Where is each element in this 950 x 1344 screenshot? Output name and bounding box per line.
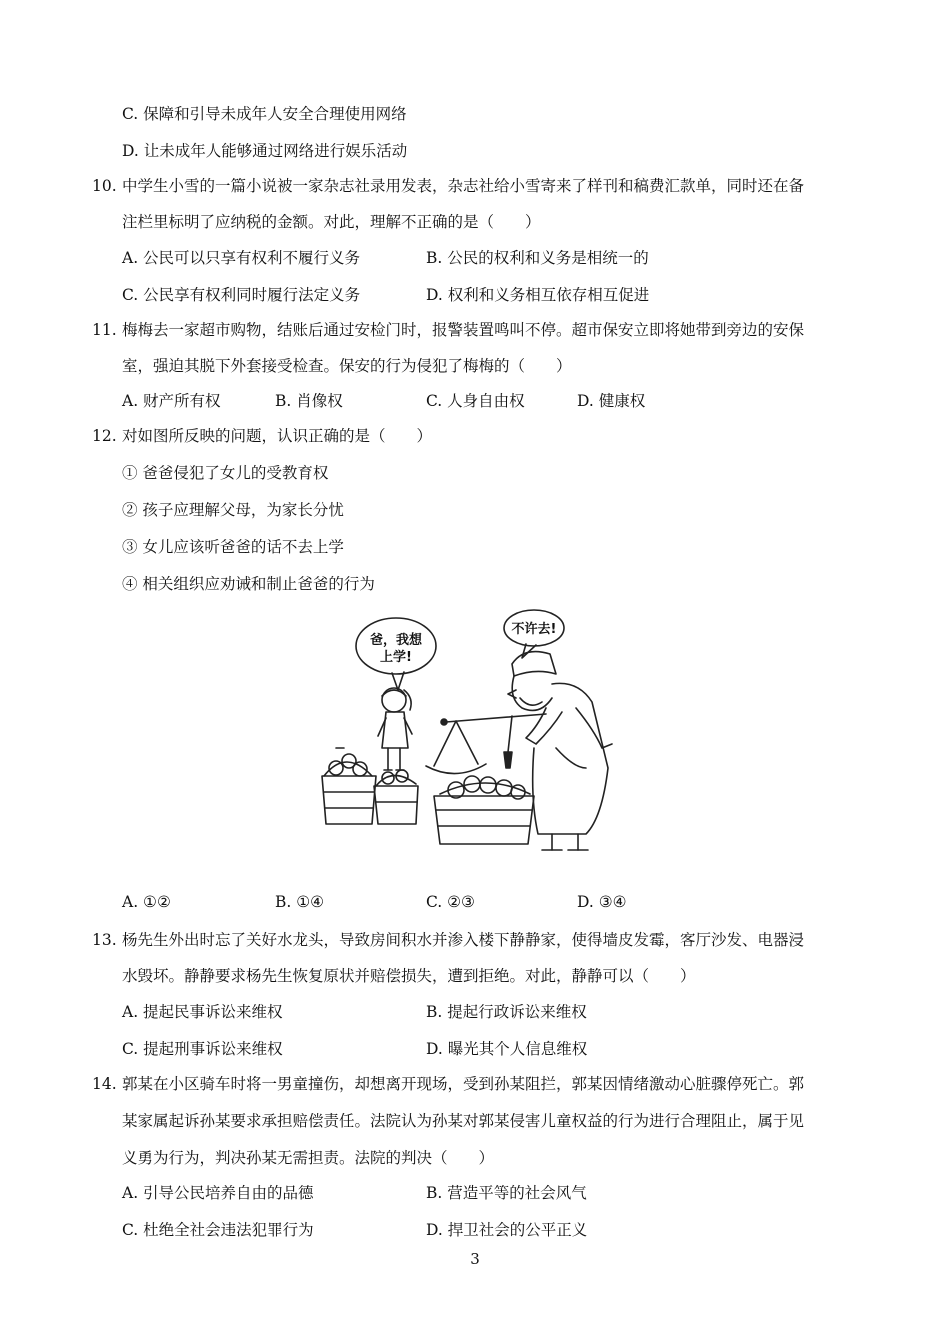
- q10-option-b: B. 公民的权利和义务是相统一的: [426, 249, 649, 267]
- q14-text-1: 郭某在小区骑车时将一男童撞伤，却想离开现场，受到孙某阻拦，郭某因情绪激动心脏骤停死亡。郭: [122, 1075, 805, 1093]
- q10-option-a: A. 公民可以只享有权利不履行义务: [122, 249, 361, 267]
- front-fruit-basket: [434, 776, 534, 844]
- q10-number: 10.: [92, 177, 117, 195]
- q13-option-b: B. 提起行政诉讼来维权: [426, 1003, 587, 1021]
- q12-stem-line1: [92, 424, 432, 446]
- q13-option-d: D. 曝光其个人信息维权: [426, 1040, 588, 1058]
- q11-option-a: A. 财产所有权: [122, 392, 221, 410]
- q9-option-c: C. 保障和引导未成年人安全合理使用网络: [122, 105, 407, 123]
- q13-number: 13.: [92, 931, 117, 949]
- q14-stem-line1: [92, 1072, 804, 1094]
- q12-option-d: D. ③④: [577, 893, 627, 911]
- cartoon-illustration: [316, 598, 638, 860]
- q14-option-d: D. 捍卫社会的公平正义: [426, 1221, 588, 1239]
- father-figure: [508, 652, 612, 850]
- q10-stem-line2: 注栏里标明了应纳税的金额。对此，理解不正确的是（ ）: [122, 213, 541, 231]
- left-fruit-baskets: [322, 748, 418, 824]
- q11-text-1: 梅梅去一家超市购物，结账后通过安检门时，报警装置鸣叫不停。超市保安立即将她带到旁边的安保: [122, 321, 805, 339]
- q10-options-row2: [0, 283, 950, 305]
- q11-option-b: B. 肖像权: [275, 392, 343, 410]
- q14-stem-line2: 某家属起诉孙某要求承担赔偿责任。法院认为孙某对郭某侵害儿童权益的行为进行合理阻止，属于见: [122, 1112, 805, 1130]
- q12-option-c: C. ②③: [426, 893, 475, 911]
- q10-options-row1: [0, 246, 950, 268]
- q12-option-a: A. ①②: [122, 893, 171, 911]
- q9-option-d: D. 让未成年人能够通过网络进行娱乐活动: [122, 142, 408, 160]
- q11-number: 11.: [92, 321, 117, 339]
- q13-option-c: C. 提起刑事诉讼来维权: [122, 1040, 283, 1058]
- q14-options-row1: [0, 1181, 950, 1203]
- girl-bubble-text-1: 爸，我想: [369, 633, 423, 648]
- q14-stem-line3: 义勇为行为，判决孙某无需担责。法院的判决（ ）: [122, 1149, 495, 1167]
- q12-statement-4: ④ 相关组织应劝诫和制止爸爸的行为: [122, 575, 375, 593]
- q14-option-a: A. 引导公民培养自由的品德: [122, 1184, 314, 1202]
- q13-options-row1: [0, 1000, 950, 1022]
- girl-figure: [378, 688, 412, 770]
- q12-option-b: B. ①④: [275, 893, 325, 911]
- q11-option-d: D. 健康权: [577, 392, 646, 410]
- q14-option-c: C. 杜绝全社会违法犯罪行为: [122, 1221, 314, 1239]
- q11-options-row: [0, 389, 950, 411]
- q14-option-b: B. 营造平等的社会风气: [426, 1184, 587, 1202]
- girl-bubble-text-2: 上学!: [380, 650, 412, 665]
- dad-bubble-text: 不许去!: [511, 622, 557, 637]
- q12-text-1: 对如图所反映的问题，认识正确的是（ ）: [122, 427, 433, 445]
- q11-option-c: C. 人身自由权: [426, 392, 525, 410]
- balance-scale: [426, 714, 546, 774]
- q12-statement-3: ③ 女儿应该听爸爸的话不去上学: [122, 538, 344, 556]
- q12-options-row: [0, 893, 950, 915]
- q13-text-1: 杨先生外出时忘了关好水龙头，导致房间积水并渗入楼下静静家，使得墙皮发霉，客厅沙发、电器浸: [122, 931, 805, 949]
- q13-stem-line2: 水毁坏。静静要求杨先生恢复原状并赔偿损失，遭到拒绝。对此，静静可以（ ）: [122, 967, 696, 985]
- q10-text-1: 中学生小雪的一篇小说被一家杂志社录用发表，杂志社给小雪寄来了样刊和稿费汇款单，同时还在备: [122, 177, 805, 195]
- q10-option-c: C. 公民享有权利同时履行法定义务: [122, 286, 361, 304]
- page-number: 3: [470, 1250, 480, 1268]
- q13-stem-line1: [92, 928, 804, 950]
- q10-stem-line1: [92, 174, 804, 196]
- q12-statement-1: ① 爸爸侵犯了女儿的受教育权: [122, 464, 329, 482]
- q10-option-d: D. 权利和义务相互依存相互促进: [426, 286, 650, 304]
- q11-stem-line2: 室，强迫其脱下外套接受检查。保安的行为侵犯了梅梅的（ ）: [122, 357, 572, 375]
- q14-number: 14.: [92, 1075, 117, 1093]
- q12-statement-2: ② 孩子应理解父母，为家长分忧: [122, 501, 344, 519]
- q12-number: 12.: [92, 427, 117, 445]
- q11-stem-line1: [92, 318, 804, 340]
- q13-option-a: A. 提起民事诉讼来维权: [122, 1003, 283, 1021]
- q14-options-row2: [0, 1218, 950, 1240]
- q13-options-row2: [0, 1037, 950, 1059]
